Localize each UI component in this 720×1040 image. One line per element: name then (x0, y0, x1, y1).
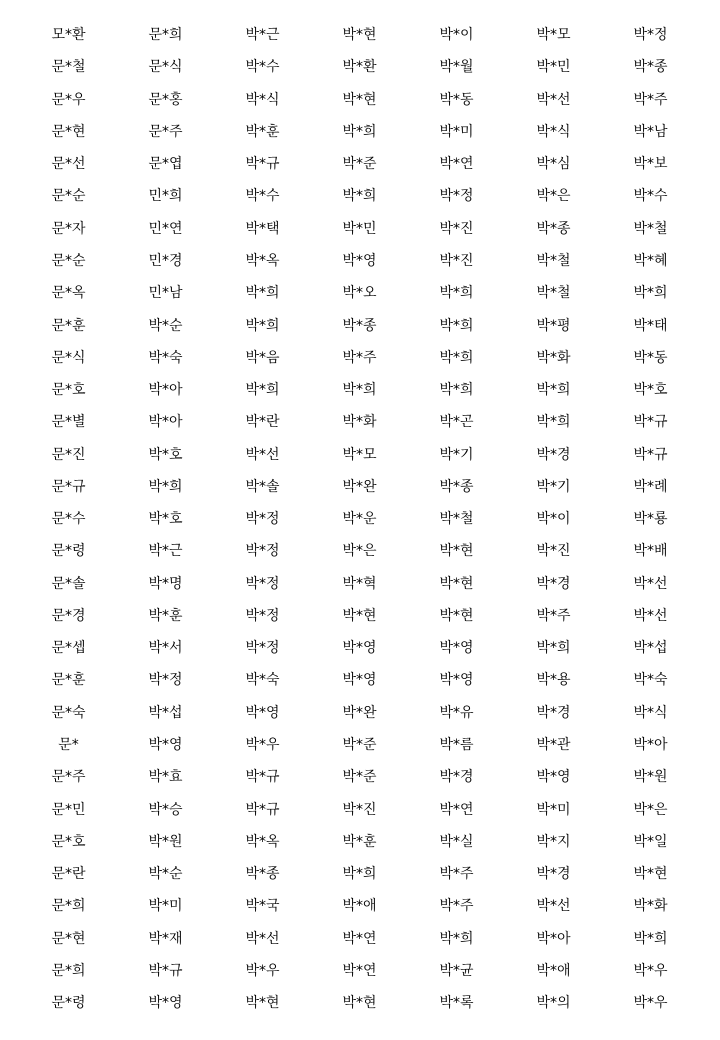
name-cell: 박*모 (342, 446, 377, 463)
name-cell: 문*란 (51, 866, 86, 883)
name-cell: 문*솔 (51, 575, 86, 592)
name-cell: 박*희 (633, 285, 668, 302)
name-cell: 박*정 (148, 672, 183, 689)
name-cell: 박*철 (439, 511, 474, 528)
name-cell: 박*숙 (148, 349, 183, 366)
name-cell: 박*아 (633, 736, 668, 753)
name-cell: 박*희 (439, 930, 474, 947)
name-cell: 박*철 (536, 252, 571, 269)
name-cell: 박*현 (245, 995, 280, 1012)
name-cell: 문*주 (51, 769, 86, 786)
name-cell: 문*엽 (148, 156, 183, 173)
name-cell: 박*섭 (633, 640, 668, 657)
name-cell: 박*정 (245, 511, 280, 528)
name-cell: 문*경 (51, 607, 86, 624)
name-cell: 박*애 (536, 962, 571, 979)
name-cell: 박*주 (536, 607, 571, 624)
name-cell: 박*환 (342, 59, 377, 76)
name-cell: 박*식 (633, 704, 668, 721)
name-cell: 박*순 (148, 317, 183, 334)
name-cell: 박*준 (342, 736, 377, 753)
name-cell: 박*미 (536, 801, 571, 818)
name-cell: 박*선 (245, 446, 280, 463)
name-cell: 박*현 (342, 607, 377, 624)
name-cell: 박*남 (633, 123, 668, 140)
name-cell: 박*영 (245, 704, 280, 721)
name-cell: 문*호 (51, 833, 86, 850)
name-cell: 박*식 (536, 123, 571, 140)
name-cell: 박*영 (536, 769, 571, 786)
name-cell: 박*정 (245, 575, 280, 592)
name-cell: 문*희 (51, 962, 86, 979)
name-cell: 박*아 (148, 382, 183, 399)
name-cell: 문*수 (51, 511, 86, 528)
name-cell: 문*순 (51, 252, 86, 269)
name-cell: 박*화 (633, 898, 668, 915)
name-cell: 문*홍 (148, 91, 183, 108)
name-cell: 박*심 (536, 156, 571, 173)
name-cell: 문*진 (51, 446, 86, 463)
name-cell: 모*환 (51, 27, 86, 44)
name-cell: 박*아 (148, 414, 183, 431)
name-cell: 문*선 (51, 156, 86, 173)
name-cell: 박*기 (536, 478, 571, 495)
name-cell: 박*음 (245, 349, 280, 366)
name-cell: 박*실 (439, 833, 474, 850)
name-cell: 박*영 (342, 672, 377, 689)
name-cell: 박*원 (148, 833, 183, 850)
name-cell: 박*희 (342, 866, 377, 883)
name-cell: 박*정 (245, 607, 280, 624)
name-cell: 박*현 (439, 607, 474, 624)
name-cell: 박*숙 (633, 672, 668, 689)
name-cell: 문*우 (51, 91, 86, 108)
name-cell: 박*호 (148, 446, 183, 463)
name-cell: 문*령 (51, 995, 86, 1012)
name-cell: 박*현 (342, 27, 377, 44)
name-cell: 박*희 (245, 382, 280, 399)
name-cell: 박*애 (342, 898, 377, 915)
name-cell: 박*희 (439, 349, 474, 366)
name-cell: 박*아 (536, 930, 571, 947)
name-cell: 박*종 (536, 220, 571, 237)
name-cell: 문*식 (148, 59, 183, 76)
name-cell: 박*규 (245, 801, 280, 818)
name-cell: 박*택 (245, 220, 280, 237)
name-cell: 박*철 (633, 220, 668, 237)
name-cell: 박*우 (245, 736, 280, 753)
name-cell: 박*현 (633, 866, 668, 883)
name-cell: 박*영 (439, 672, 474, 689)
name-cell: 박*란 (245, 414, 280, 431)
name-cell: 박*이 (536, 511, 571, 528)
name-cell: 박*록 (439, 995, 474, 1012)
name-cell: 박*훈 (148, 607, 183, 624)
name-cell: 박*호 (633, 382, 668, 399)
name-cell: 박*주 (342, 349, 377, 366)
name-cell: 박*은 (342, 543, 377, 560)
name-cell: 박*화 (342, 414, 377, 431)
name-cell: 박*현 (439, 575, 474, 592)
name-cell: 박*연 (439, 156, 474, 173)
name-cell: 박*일 (633, 833, 668, 850)
name-cell: 박*희 (536, 414, 571, 431)
name-cell: 박*진 (439, 252, 474, 269)
name-cell: 민*남 (148, 285, 183, 302)
name-cell: 문*주 (148, 123, 183, 140)
name-cell: 박*수 (245, 188, 280, 205)
name-cell: 박*경 (536, 575, 571, 592)
name-cell: 박*배 (633, 543, 668, 560)
name-cell: 박*희 (342, 382, 377, 399)
name-cell: 박*진 (536, 543, 571, 560)
name-cell: 박*미 (148, 898, 183, 915)
name-cell: 박*희 (148, 478, 183, 495)
name-cell: 박*영 (148, 736, 183, 753)
name-cell: 박*선 (536, 91, 571, 108)
name-cell: 박*희 (536, 640, 571, 657)
name-cell: 문*별 (51, 414, 86, 431)
name-cell: 박*식 (245, 91, 280, 108)
name-cell: 박*화 (536, 349, 571, 366)
name-cell: 박*서 (148, 640, 183, 657)
name-cell: 박*훈 (245, 123, 280, 140)
name-cell: 박*희 (245, 317, 280, 334)
name-cell: 박*근 (245, 27, 280, 44)
name-cell: 박*경 (439, 769, 474, 786)
name-cell: 박*수 (245, 59, 280, 76)
name-grid (20, 19, 700, 1019)
name-cell: 박*준 (342, 156, 377, 173)
name-cell: 박*이 (439, 27, 474, 44)
name-cell: 박*국 (245, 898, 280, 915)
name-cell: 문*령 (51, 543, 86, 560)
name-cell: 문* (58, 736, 79, 753)
name-cell: 박*희 (633, 930, 668, 947)
name-cell: 박*종 (245, 866, 280, 883)
name-cell: 박*월 (439, 59, 474, 76)
name-cell: 박*섭 (148, 704, 183, 721)
name-cell: 박*경 (536, 704, 571, 721)
name-cell: 박*옥 (245, 252, 280, 269)
name-cell: 박*운 (342, 511, 377, 528)
name-cell: 박*정 (245, 543, 280, 560)
name-cell: 박*솔 (245, 478, 280, 495)
name-cell: 박*의 (536, 995, 571, 1012)
name-cell: 박*평 (536, 317, 571, 334)
name-cell: 박*희 (342, 123, 377, 140)
name-cell: 박*진 (439, 220, 474, 237)
name-cell: 문*희 (148, 27, 183, 44)
name-cell: 박*동 (439, 91, 474, 108)
name-cell: 박*현 (342, 995, 377, 1012)
name-cell: 박*보 (633, 156, 668, 173)
name-cell: 박*경 (536, 866, 571, 883)
name-cell: 박*규 (245, 769, 280, 786)
name-cell: 문*규 (51, 478, 86, 495)
name-cell: 박*관 (536, 736, 571, 753)
name-cell: 박*영 (342, 640, 377, 657)
name-cell: 문*민 (51, 801, 86, 818)
name-cell: 문*셉 (51, 640, 86, 657)
name-cell: 박*종 (439, 478, 474, 495)
name-cell: 박*영 (342, 252, 377, 269)
name-cell: 박*지 (536, 833, 571, 850)
name-cell: 박*수 (633, 188, 668, 205)
name-cell: 박*미 (439, 123, 474, 140)
name-cell: 박*선 (633, 607, 668, 624)
name-cell: 박*우 (633, 962, 668, 979)
name-cell: 박*영 (148, 995, 183, 1012)
name-cell: 박*희 (342, 188, 377, 205)
name-cell: 박*재 (148, 930, 183, 947)
name-cell: 박*주 (439, 866, 474, 883)
name-cell: 문*숙 (51, 704, 86, 721)
name-cell: 박*완 (342, 704, 377, 721)
name-cell: 박*룡 (633, 511, 668, 528)
name-cell: 박*원 (633, 769, 668, 786)
name-cell: 박*정 (633, 27, 668, 44)
name-cell: 박*우 (633, 995, 668, 1012)
name-cell: 박*선 (245, 930, 280, 947)
name-cell: 박*순 (148, 866, 183, 883)
name-cell: 문*현 (51, 930, 86, 947)
name-cell: 박*경 (536, 446, 571, 463)
name-cell: 박*선 (536, 898, 571, 915)
name-cell: 박*희 (245, 285, 280, 302)
name-cell: 문*희 (51, 898, 86, 915)
name-cell: 박*근 (148, 543, 183, 560)
name-cell: 박*오 (342, 285, 377, 302)
name-cell: 문*옥 (51, 285, 86, 302)
name-cell: 박*은 (633, 801, 668, 818)
name-cell: 박*현 (342, 91, 377, 108)
name-cell: 문*순 (51, 188, 86, 205)
name-cell: 박*명 (148, 575, 183, 592)
name-cell: 문*현 (51, 123, 86, 140)
name-cell: 박*우 (245, 962, 280, 979)
name-cell: 박*규 (633, 414, 668, 431)
name-cell: 박*균 (439, 962, 474, 979)
name-cell: 박*민 (342, 220, 377, 237)
name-cell: 박*준 (342, 769, 377, 786)
name-cell: 박*연 (439, 801, 474, 818)
name-cell: 문*훈 (51, 317, 86, 334)
name-cell: 박*종 (342, 317, 377, 334)
name-cell: 박*호 (148, 511, 183, 528)
name-cell: 박*완 (342, 478, 377, 495)
name-cell: 문*철 (51, 59, 86, 76)
name-cell: 박*정 (245, 640, 280, 657)
name-cell: 박*은 (536, 188, 571, 205)
name-cell: 박*연 (342, 930, 377, 947)
name-cell: 박*동 (633, 349, 668, 366)
name-cell: 박*숙 (245, 672, 280, 689)
name-cell: 박*희 (439, 317, 474, 334)
name-cell: 박*례 (633, 478, 668, 495)
name-cell: 박*희 (439, 285, 474, 302)
name-cell: 박*종 (633, 59, 668, 76)
name-cell: 박*현 (439, 543, 474, 560)
name-cell: 박*훈 (342, 833, 377, 850)
name-cell: 박*희 (536, 382, 571, 399)
name-cell: 박*민 (536, 59, 571, 76)
name-cell: 민*희 (148, 188, 183, 205)
name-cell: 박*진 (342, 801, 377, 818)
name-cell: 박*철 (536, 285, 571, 302)
name-cell: 박*주 (633, 91, 668, 108)
name-cell: 민*경 (148, 252, 183, 269)
name-cell: 박*규 (633, 446, 668, 463)
name-cell: 문*호 (51, 382, 86, 399)
name-cell: 박*곤 (439, 414, 474, 431)
name-cell: 박*승 (148, 801, 183, 818)
name-cell: 박*태 (633, 317, 668, 334)
name-cell: 박*규 (245, 156, 280, 173)
name-cell: 문*식 (51, 349, 86, 366)
name-cell: 박*혁 (342, 575, 377, 592)
name-cell: 박*모 (536, 27, 571, 44)
name-cell: 박*선 (633, 575, 668, 592)
name-cell: 박*연 (342, 962, 377, 979)
name-cell: 박*영 (439, 640, 474, 657)
name-cell: 박*정 (439, 188, 474, 205)
name-cell: 박*주 (439, 898, 474, 915)
name-cell: 박*름 (439, 736, 474, 753)
name-cell: 문*훈 (51, 672, 86, 689)
name-cell: 박*혜 (633, 252, 668, 269)
name-cell: 박*용 (536, 672, 571, 689)
name-cell: 박*기 (439, 446, 474, 463)
name-cell: 민*연 (148, 220, 183, 237)
name-cell: 박*규 (148, 962, 183, 979)
name-cell: 문*자 (51, 220, 86, 237)
name-cell: 박*옥 (245, 833, 280, 850)
name-cell: 박*효 (148, 769, 183, 786)
name-cell: 박*유 (439, 704, 474, 721)
name-cell: 박*희 (439, 382, 474, 399)
